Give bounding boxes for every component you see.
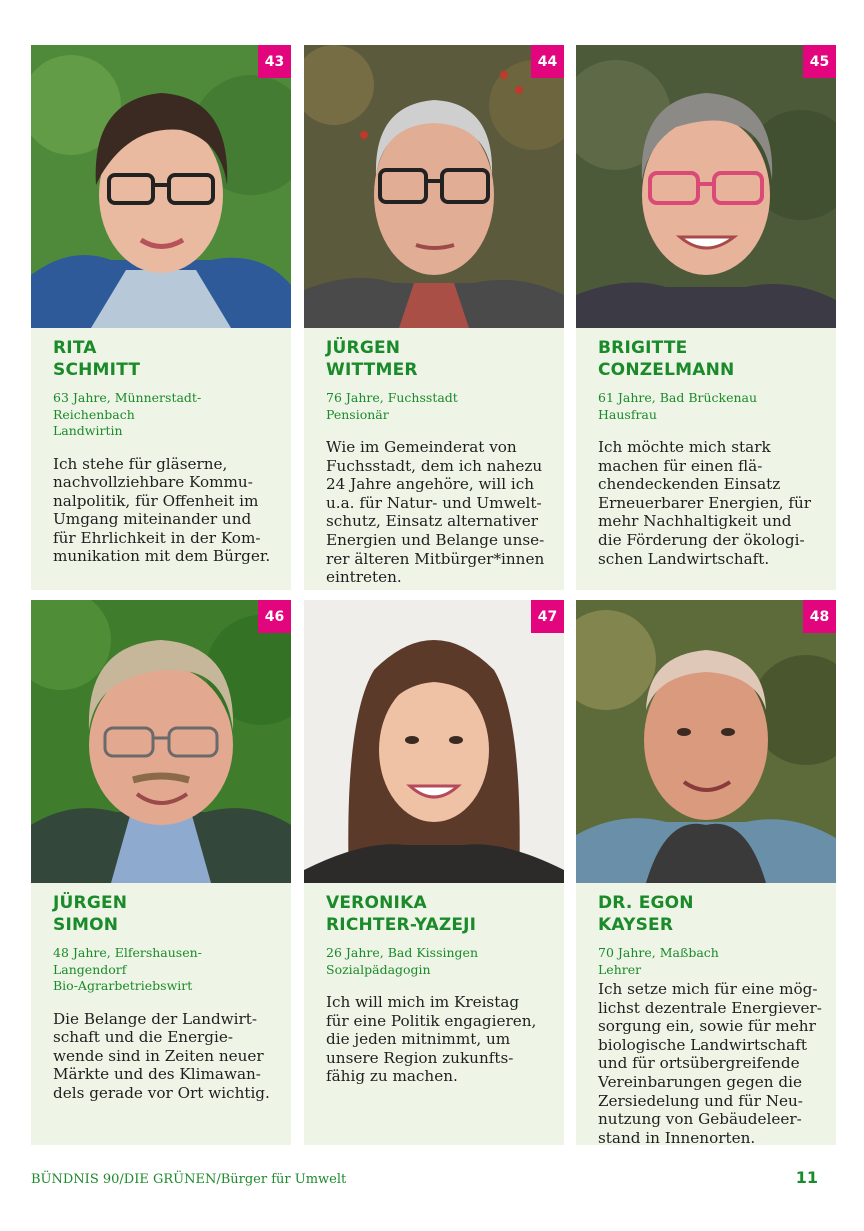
statement-line: biologische Landwirtschaft (598, 1035, 807, 1054)
candidate-statement (326, 993, 554, 1086)
candidate-card-43 (31, 45, 291, 590)
portrait-image (576, 45, 836, 328)
candidate-meta (598, 390, 826, 423)
portrait-image (576, 600, 836, 883)
statement-line: wende sind in Zeiten neuer (53, 1046, 264, 1065)
meta-line: Landwirtin (53, 423, 123, 438)
candidate-name (326, 337, 554, 381)
candidate-photo (576, 600, 836, 883)
candidate-photo (576, 45, 836, 328)
statement-line: schutz, Einsatz alternativer (326, 512, 539, 531)
candidate-statement (598, 438, 826, 568)
statement-line: mehr Nachhaltigkeit und (598, 512, 792, 531)
candidate-name (598, 892, 826, 936)
statement-line: 24 Jahre angehöre, will ich (326, 475, 535, 494)
candidate-name (53, 337, 281, 381)
candidate-number-badge: 47 (531, 600, 564, 633)
footer-text: BÜNDNIS 90/DIE GRÜNEN/Bürger für Umwelt (31, 1172, 347, 1187)
name-line: WITTMER (326, 360, 418, 380)
statement-line: sorgung ein, sowie für mehr (598, 1017, 816, 1036)
statement-line: nutzung von Gebäudeleer- (598, 1110, 802, 1129)
statement-line: rer älteren Mitbürger*innen (326, 549, 545, 568)
candidate-card-44 (304, 45, 564, 590)
statement-line: stand in Innenorten. (598, 1128, 756, 1147)
candidate-statement (598, 980, 826, 1147)
name-line: RITA (53, 338, 97, 358)
statement-line: Umgang miteinander und (53, 510, 252, 529)
statement-line: nalpolitik, für Offenheit im (53, 491, 259, 510)
meta-line: 26 Jahre, Bad Kissingen (326, 945, 478, 960)
candidate-name (53, 892, 281, 936)
statement-line: Fuchsstadt, dem ich nahezu (326, 456, 543, 475)
statement-line: eintreten. (326, 568, 402, 587)
candidate-card-48 (576, 600, 836, 1145)
meta-line: 63 Jahre, Münnerstadt- (53, 390, 202, 405)
statement-line: Erneuerbarer Energien, für (598, 493, 812, 512)
candidate-card-45 (576, 45, 836, 590)
statement-line: nachvollziehbare Kommu- (53, 473, 253, 492)
meta-line: 61 Jahre, Bad Brückenau (598, 390, 758, 405)
meta-line: Lehrer (598, 961, 642, 977)
statement-line: Ich setze mich für eine mög- (598, 980, 818, 998)
candidate-photo (31, 600, 291, 883)
statement-line: schen Landwirtschaft. (598, 549, 770, 568)
candidate-meta (326, 945, 554, 978)
name-line: JÜRGEN (326, 338, 401, 358)
statement-line: unsere Region zukunfts- (326, 1048, 514, 1067)
statement-line: Vereinbarungen gegen die (598, 1072, 802, 1091)
name-line: RICHTER-YAZEJI (326, 915, 477, 935)
statement-line: machen für einen flä- (598, 456, 763, 475)
candidate-statement (53, 455, 281, 567)
statement-line: schaft und die Energie- (53, 1028, 234, 1047)
meta-line: Reichenbach (53, 406, 135, 422)
statement-line: dels gerade vor Ort wichtig. (53, 1083, 270, 1102)
statement-line: Märkte und des Klimawan- (53, 1065, 261, 1084)
candidate-number-badge: 45 (803, 45, 836, 78)
statement-line: Ich möchte mich stark (598, 438, 771, 456)
statement-line: und für ortsübergreifende (598, 1054, 800, 1073)
meta-line: Bio-Agrarbetriebswirt (53, 978, 193, 993)
candidate-card-47 (304, 600, 564, 1145)
portrait-image (304, 600, 564, 883)
candidate-statement (53, 1010, 281, 1103)
statement-line: die Förderung der ökologi- (598, 530, 805, 549)
candidate-number-badge: 44 (531, 45, 564, 78)
name-line: CONZELMANN (598, 360, 735, 380)
statement-line: Energien und Belange unse- (326, 530, 545, 549)
name-line: VERONIKA (326, 893, 427, 913)
statement-line: die jeden mitnimmt, um (326, 1030, 511, 1049)
candidate-meta (326, 390, 554, 423)
candidate-number-badge: 43 (258, 45, 291, 78)
statement-line: fähig zu machen. (326, 1067, 458, 1086)
meta-line: 76 Jahre, Fuchsstadt (326, 390, 458, 405)
statement-line: Zersiedelung und für Neu- (598, 1091, 803, 1110)
portrait-image (304, 45, 564, 328)
meta-line: 70 Jahre, Maßbach (598, 945, 719, 960)
meta-line: Pensionär (326, 406, 389, 422)
name-line: KAYSER (598, 915, 674, 935)
candidate-meta (53, 945, 281, 995)
portrait-image (31, 600, 291, 883)
candidate-number-badge: 46 (258, 600, 291, 633)
statement-line: Ich will mich im Kreistag (326, 993, 520, 1011)
candidate-meta (598, 945, 826, 978)
candidate-name (326, 892, 554, 936)
name-line: JÜRGEN (53, 893, 128, 913)
meta-line: Langendorf (53, 961, 127, 977)
portrait-image (31, 45, 291, 328)
statement-line: Die Belange der Landwirt- (53, 1009, 258, 1028)
statement-line: u.a. für Natur- und Umwelt- (326, 493, 542, 512)
statement-line: für eine Politik engagieren, (326, 1011, 537, 1030)
name-line: BRIGITTE (598, 338, 688, 358)
candidate-photo (31, 45, 291, 328)
statement-line: Wie im Gemeinderat von (326, 438, 517, 456)
candidate-number-badge: 48 (803, 600, 836, 633)
statement-line: chendeckenden Einsatz (598, 475, 781, 494)
candidate-photo (304, 600, 564, 883)
name-line: SCHMITT (53, 360, 141, 380)
meta-line: 48 Jahre, Elfershausen- (53, 945, 202, 960)
candidate-photo (304, 45, 564, 328)
meta-line: Hausfrau (598, 406, 657, 422)
candidate-card-46 (31, 600, 291, 1145)
candidate-name (598, 337, 826, 381)
statement-line: für Ehrlichkeit in der Kom- (53, 528, 261, 547)
statement-line: munikation mit dem Bürger. (53, 547, 271, 566)
page-number: 11 (795, 1168, 818, 1187)
name-line: SIMON (53, 915, 119, 935)
name-line: DR. EGON (598, 893, 694, 913)
statement-line: lichst dezentrale Energiever- (598, 998, 822, 1017)
meta-line: Sozialpädagogin (326, 961, 431, 977)
candidate-meta (53, 390, 281, 440)
candidate-statement (326, 438, 554, 587)
statement-line: Ich stehe für gläserne, (53, 454, 228, 473)
